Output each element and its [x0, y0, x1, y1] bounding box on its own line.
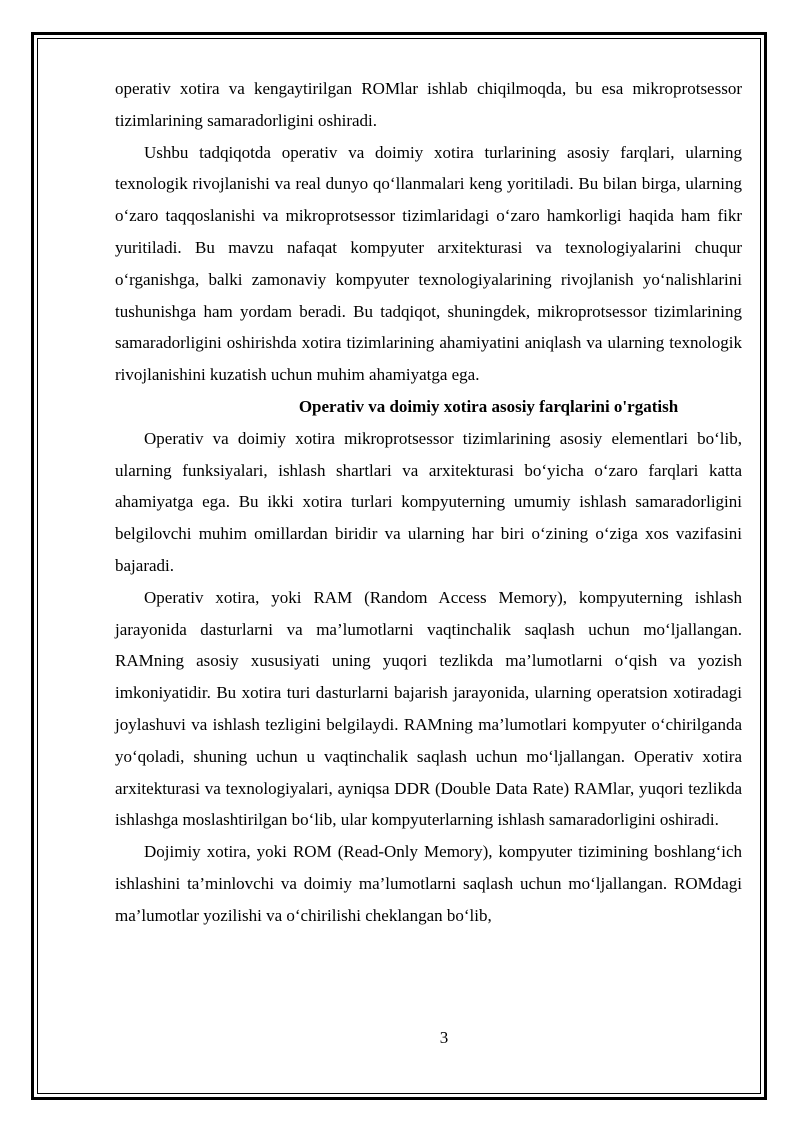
paragraph-4: Operativ xotira, yoki RAM (Random Access Memory), kompyuterning ishlash jarayonida dasturlarni va ma’lumotlarni vaqtinchalik saqlash uchun mo‘ljallangan. RAMning asosiy xususiyati uning yuqori tezlikda ma’lumotlarni o‘qish va yozish imkoniyatidir. Bu xotira turi dasturlarni bajarish jarayonida, ularning operatsion xotiradagi joylashuvi va ishlash tezligini belgilaydi. RAMning ma’lumotlari kompyuter o‘chirilganda yo‘qoladi, shuning uchun u vaqtinchalik saqlash uchun mo‘ljallangan. Operativ xotira arxitekturasi va texnologiyalari, ayniqsa DDR (Double Data Rate) RAMlar, yuqori tezlikda ishlashga moslashtirilgan bo‘lib, ular kompyuterlarning ishlash samaradorligini oshiradi. — [115, 587, 742, 830]
document-body — [115, 73, 742, 932]
paragraph-3: Operativ va doimiy xotira mikroprotsessor tizimlarining asosiy elementlari bo‘lib, ularning funksiyalari, ishlash shartlari va arxitekturasi bo‘yicha o‘zaro farqlari katta ahamiyatga ega. Bu ikki xotira turlari kompyuterning umumiy ishlash samaradorligini belgilovchi muhim omillardan biridir va ularning har biri o‘zining o‘ziga xos vazifasini bajaradi. — [115, 428, 742, 575]
section-heading: Operativ va doimiy xotira asosiy farqlarini o'rgatish — [298, 396, 679, 416]
paragraph-5: Dojimiy xotira, yoki ROM (Read-Only Memory), kompyuter tizimining boshlang‘ich ishlashini ta’minlovchi va doimiy ma’lumotlarni saqlash uchun mo‘ljallangan. ROMdagi ma’lumotlar yozilishi va o‘chirilishi cheklangan bo‘lib, — [115, 842, 742, 925]
paragraph-1: operativ xotira va kengaytirilgan ROMlar ishlab chiqilmoqda, bu esa mikroprotsessor tizimlarining samaradorligini oshiradi. — [115, 79, 742, 130]
paragraph-2: Ushbu tadqiqotda operativ va doimiy xotira turlarining asosiy farqlari, ularning texnologik rivojlanishi va real dunyo qo‘llanmalari keng yoritiladi. Bu bilan birga, ularning o‘zaro taqqoslanishi va mikroprotsessor tizimlaridagi o‘zaro hamkorligi haqida ham fikr yuritiladi. Bu mavzu nafaqat kompyuter arxitekturasi va texnologiyalarini chuqur o‘rganishga, balki zamonaviy kompyuter texnologiyalarining rivojlanish yo‘nalishlarini tushunishga ham yordam beradi. Bu tadqiqot, shuningdek, mikroprotsessor tizimlarining samaradorligini oshirishda xotira tizimlarining ahamiyatini aniqlash va ularning texnologik rivojlanishini kuzatish uchun muhim ahamiyatga ega. — [115, 142, 742, 385]
page-number: 3 — [439, 1028, 449, 1047]
